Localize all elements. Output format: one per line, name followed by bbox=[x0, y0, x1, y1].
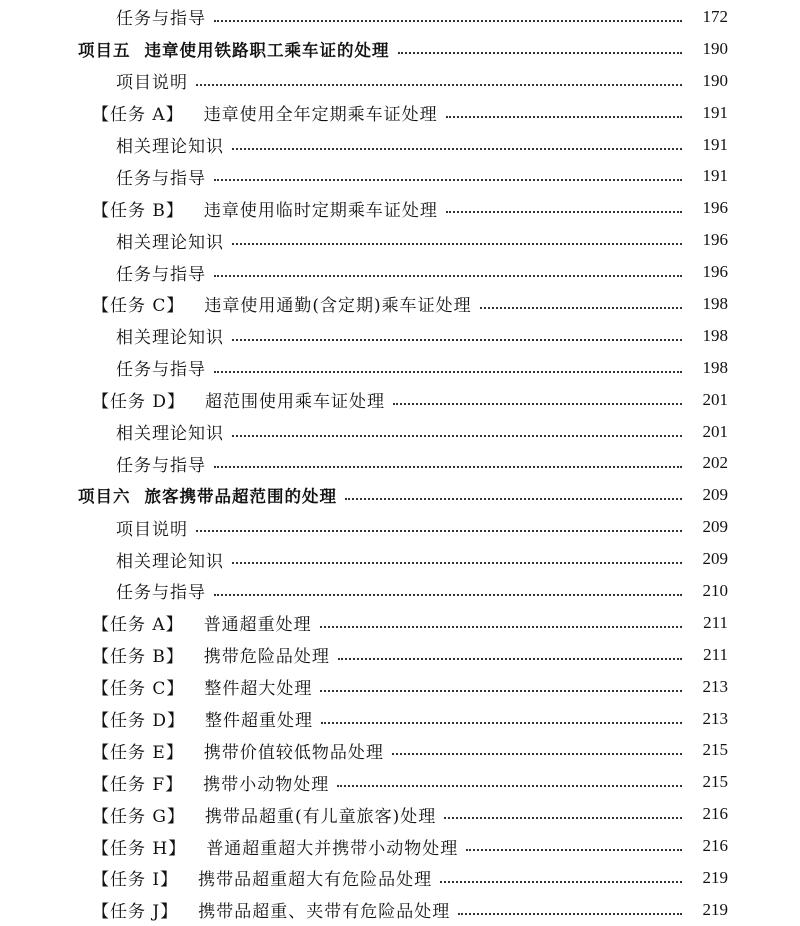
toc-page-number: 196 bbox=[702, 230, 728, 250]
toc-entry-label: 整件超重处理 bbox=[205, 711, 314, 732]
toc-entry-prefix: 【任务 E】 bbox=[92, 742, 184, 763]
toc-entry-title bbox=[92, 610, 314, 635]
toc-entry-label: 普通超重超大并携带小动物处理 bbox=[206, 838, 459, 859]
toc-task-entry[interactable] bbox=[0, 894, 800, 926]
toc-entry-title bbox=[92, 738, 386, 763]
dot-leader bbox=[345, 498, 682, 500]
toc-entry-title bbox=[92, 706, 315, 731]
toc-entry-title bbox=[92, 291, 474, 316]
dot-leader bbox=[466, 849, 682, 851]
toc-entry-title bbox=[116, 578, 208, 603]
toc-sub-entry[interactable] bbox=[0, 447, 800, 479]
toc-entry-label: 任务与指导 bbox=[116, 360, 206, 381]
toc-sub-entry[interactable] bbox=[0, 416, 800, 448]
toc-page-number: 198 bbox=[702, 293, 728, 313]
toc-entry-label: 相关理论知识 bbox=[116, 551, 224, 572]
toc-sub-entry[interactable] bbox=[0, 65, 800, 97]
toc-task-entry[interactable] bbox=[0, 734, 800, 766]
dot-leader bbox=[398, 52, 683, 54]
toc-entry-title bbox=[92, 897, 452, 922]
toc-sub-entry[interactable] bbox=[0, 160, 800, 192]
toc-entry-label: 项目说明 bbox=[116, 73, 188, 94]
dot-leader bbox=[458, 913, 682, 915]
dot-leader bbox=[320, 690, 682, 692]
dot-leader bbox=[214, 466, 682, 468]
toc-entry-title bbox=[116, 68, 190, 93]
toc-entry-prefix: 【任务 H】 bbox=[92, 838, 187, 859]
toc-sub-entry[interactable] bbox=[0, 256, 800, 288]
dot-leader bbox=[214, 179, 682, 181]
toc-task-entry[interactable] bbox=[0, 798, 800, 830]
toc-page-number: 213 bbox=[702, 676, 728, 696]
toc-sub-entry[interactable] bbox=[0, 129, 800, 161]
toc-entry-label: 任务与指导 bbox=[116, 264, 206, 285]
toc-entry-title bbox=[116, 260, 208, 285]
toc-page-number: 191 bbox=[702, 134, 728, 154]
toc-page-number: 219 bbox=[702, 899, 728, 919]
toc-entry-prefix: 【任务 D】 bbox=[92, 711, 186, 732]
toc-entry-label: 相关理论知识 bbox=[116, 328, 224, 349]
toc-entry-prefix: 【任务 A】 bbox=[92, 105, 184, 126]
toc-entry-label: 项目说明 bbox=[116, 519, 188, 540]
toc-page-number: 201 bbox=[702, 421, 728, 441]
toc-page-number: 216 bbox=[702, 804, 728, 824]
toc-entry-label: 违章使用铁路职工乘车证的处理 bbox=[144, 40, 390, 60]
toc-sub-entry[interactable] bbox=[0, 352, 800, 384]
dot-leader bbox=[196, 530, 682, 532]
dot-leader bbox=[320, 626, 682, 628]
toc-page-number: 191 bbox=[702, 166, 728, 186]
toc-page-number: 219 bbox=[702, 867, 728, 887]
toc-entry-title bbox=[92, 770, 331, 795]
toc-entry-prefix: 【任务 D】 bbox=[92, 392, 186, 413]
toc-entry-prefix: 项目五 bbox=[78, 40, 131, 60]
toc-sub-entry[interactable] bbox=[0, 543, 800, 575]
toc-entry-title bbox=[116, 451, 208, 476]
toc-entry-title bbox=[92, 674, 314, 699]
toc-entry-label: 任务与指导 bbox=[116, 455, 206, 476]
toc-entry-prefix: 【任务 F】 bbox=[92, 774, 184, 795]
toc-entry-label: 携带品超重(有儿童旅客)处理 bbox=[204, 806, 437, 827]
toc-entry-label: 普通超重处理 bbox=[203, 615, 312, 636]
toc-entry-label: 任务与指导 bbox=[116, 583, 206, 604]
toc-page-number: 196 bbox=[702, 198, 728, 218]
dot-leader bbox=[480, 307, 682, 309]
dot-leader bbox=[337, 785, 682, 787]
toc-task-entry[interactable] bbox=[0, 671, 800, 703]
toc-entry-label: 相关理论知识 bbox=[116, 424, 224, 445]
toc-entry-label: 携带小动物处理 bbox=[203, 774, 330, 795]
toc-task-entry[interactable] bbox=[0, 607, 800, 639]
toc-entry-title bbox=[78, 37, 392, 61]
toc-page-number: 209 bbox=[702, 549, 728, 569]
toc-entry-title bbox=[92, 100, 440, 125]
toc-entry-title bbox=[78, 483, 339, 507]
toc-task-entry[interactable] bbox=[0, 862, 800, 894]
dot-leader bbox=[446, 211, 682, 213]
toc-entry-label: 违章使用通勤(含定期)乘车证处理 bbox=[204, 296, 472, 317]
dot-leader bbox=[214, 371, 682, 373]
toc-project-entry[interactable] bbox=[0, 33, 800, 65]
toc-sub-entry[interactable] bbox=[0, 1, 800, 33]
toc-page-number: 191 bbox=[702, 102, 728, 122]
toc-sub-entry[interactable] bbox=[0, 224, 800, 256]
dot-leader bbox=[232, 148, 682, 150]
toc-entry-label: 携带品超重超大有危险品处理 bbox=[198, 870, 433, 891]
toc-entry-title bbox=[116, 132, 226, 157]
toc-entry-label: 任务与指导 bbox=[116, 9, 206, 30]
toc-page-number: 215 bbox=[702, 740, 728, 760]
toc-entry-label: 超范围使用乘车证处理 bbox=[205, 392, 386, 413]
toc-entry-prefix: 【任务 B】 bbox=[92, 200, 184, 221]
toc-entry-prefix: 项目六 bbox=[78, 487, 131, 507]
toc-entry-label: 整件超大处理 bbox=[204, 679, 313, 700]
toc-task-entry[interactable] bbox=[0, 97, 800, 129]
dot-leader bbox=[196, 84, 682, 86]
toc-entry-title bbox=[116, 547, 226, 572]
toc-entry-title bbox=[116, 228, 226, 253]
toc-entry-label: 违章使用临时定期乘车证处理 bbox=[203, 200, 438, 221]
toc-entry-prefix: 【任务 C】 bbox=[92, 296, 185, 317]
toc-entry-title bbox=[92, 196, 440, 221]
dot-leader bbox=[214, 20, 682, 22]
dot-leader bbox=[444, 817, 682, 819]
table-of-contents bbox=[0, 1, 800, 926]
toc-entry-prefix: 【任务 G】 bbox=[92, 806, 185, 827]
dot-leader bbox=[232, 562, 682, 564]
dot-leader bbox=[232, 339, 682, 341]
toc-entry-prefix: 【任务 A】 bbox=[92, 615, 184, 636]
toc-task-entry[interactable] bbox=[0, 830, 800, 862]
toc-project-entry[interactable] bbox=[0, 479, 800, 511]
dot-leader bbox=[440, 881, 682, 883]
toc-task-entry[interactable] bbox=[0, 703, 800, 735]
toc-sub-entry[interactable] bbox=[0, 575, 800, 607]
toc-entry-prefix: 【任务 J】 bbox=[92, 902, 179, 923]
toc-page-number: 216 bbox=[702, 836, 728, 856]
toc-entry-title bbox=[92, 865, 434, 890]
toc-page-number: 202 bbox=[702, 453, 728, 473]
dot-leader bbox=[214, 275, 682, 277]
toc-entry-title bbox=[92, 387, 387, 412]
toc-page-number: 172 bbox=[702, 6, 728, 26]
toc-task-entry[interactable] bbox=[0, 192, 800, 224]
toc-page-number: 215 bbox=[702, 772, 728, 792]
toc-entry-label: 违章使用全年定期乘车证处理 bbox=[203, 105, 438, 126]
toc-entry-label: 相关理论知识 bbox=[116, 137, 224, 157]
dot-leader bbox=[393, 403, 682, 405]
dot-leader bbox=[232, 435, 682, 437]
toc-entry-title bbox=[92, 802, 438, 827]
toc-task-entry[interactable] bbox=[0, 639, 800, 671]
toc-entry-title bbox=[116, 515, 190, 540]
dot-leader bbox=[214, 594, 682, 596]
toc-entry-label: 相关理论知识 bbox=[116, 232, 224, 253]
toc-page-number: 209 bbox=[702, 517, 728, 537]
toc-page-number: 196 bbox=[702, 262, 728, 282]
toc-entry-label: 携带危险品处理 bbox=[203, 647, 330, 668]
dot-leader bbox=[232, 243, 682, 245]
toc-entry-prefix: 【任务 I】 bbox=[92, 870, 179, 891]
toc-entry-title bbox=[116, 4, 208, 29]
toc-page-number: 211 bbox=[703, 644, 728, 664]
toc-page-number: 211 bbox=[703, 612, 728, 632]
toc-sub-entry[interactable] bbox=[0, 511, 800, 543]
toc-entry-prefix: 【任务 B】 bbox=[92, 647, 184, 668]
dot-leader bbox=[338, 658, 682, 660]
toc-entry-title bbox=[116, 419, 226, 444]
toc-entry-title bbox=[116, 355, 208, 380]
toc-page-number: 213 bbox=[702, 708, 728, 728]
toc-sub-entry[interactable] bbox=[0, 320, 800, 352]
toc-page-number: 190 bbox=[702, 70, 728, 90]
toc-entry-prefix: 【任务 C】 bbox=[92, 679, 185, 700]
toc-entry-label: 携带价值较低物品处理 bbox=[203, 742, 384, 763]
toc-task-entry[interactable] bbox=[0, 384, 800, 416]
toc-entry-title bbox=[116, 164, 208, 189]
toc-entry-label: 任务与指导 bbox=[116, 168, 206, 189]
toc-page-number: 198 bbox=[702, 357, 728, 377]
toc-entry-title bbox=[116, 323, 226, 348]
dot-leader bbox=[446, 116, 682, 118]
dot-leader bbox=[392, 753, 682, 755]
toc-page-number: 210 bbox=[702, 580, 728, 600]
toc-page-number: 198 bbox=[702, 325, 728, 345]
toc-task-entry[interactable] bbox=[0, 288, 800, 320]
toc-page-number: 190 bbox=[702, 38, 728, 58]
toc-page-number: 201 bbox=[702, 389, 728, 409]
toc-entry-label: 旅客携带品超范围的处理 bbox=[144, 487, 337, 507]
toc-task-entry[interactable] bbox=[0, 766, 800, 798]
toc-entry-title bbox=[92, 834, 460, 859]
toc-entry-label: 携带品超重、夹带有危险品处理 bbox=[198, 902, 451, 923]
dot-leader bbox=[321, 722, 682, 724]
toc-page-number: 209 bbox=[702, 485, 728, 505]
toc-entry-title bbox=[92, 642, 332, 667]
